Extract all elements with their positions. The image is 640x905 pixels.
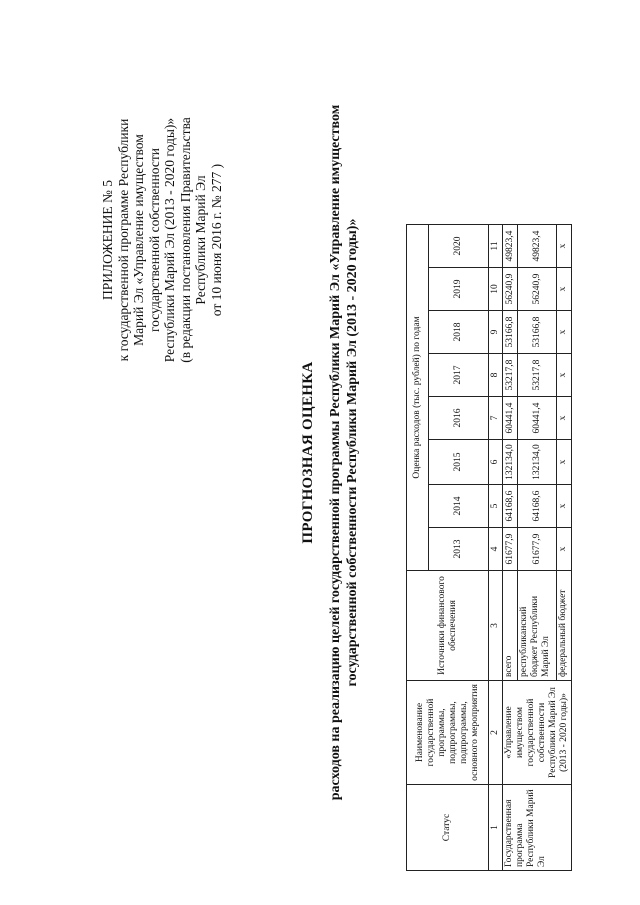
column-number: 11	[489, 225, 503, 268]
column-number: 7	[489, 397, 503, 440]
value-cell: х	[556, 485, 571, 528]
value-cell: 132134,0	[503, 440, 518, 485]
header-status: Статус	[407, 785, 489, 871]
estimate-table	[406, 224, 572, 871]
source-cell: всего	[503, 571, 518, 681]
value-cell: 53217,8	[503, 354, 518, 397]
value-cell: 61677,9	[503, 528, 518, 571]
header-year: 2020	[429, 225, 489, 268]
column-number: 5	[489, 485, 503, 528]
value-cell: х	[556, 311, 571, 354]
value-cell: х	[556, 354, 571, 397]
header-year: 2016	[429, 397, 489, 440]
header-year: 2017	[429, 354, 489, 397]
value-cell: х	[556, 440, 571, 485]
appendix-line: к государственной программе Республики	[115, 118, 131, 362]
value-cell: х	[556, 528, 571, 571]
header-year: 2014	[429, 485, 489, 528]
column-number: 9	[489, 311, 503, 354]
program-name-cell: «Управление имуществом государственной собственности Республики Марий Эл (2013 - 2020 годы)»	[503, 681, 572, 785]
value-cell: 60441,4	[503, 397, 518, 440]
appendix-line: Марий Эл «Управление имуществом	[131, 134, 146, 346]
source-cell: федеральный бюджет	[556, 571, 571, 681]
column-number: 8	[489, 354, 503, 397]
value-cell: 49823,4	[518, 225, 557, 268]
header-year: 2019	[429, 268, 489, 311]
appendix-block	[100, 110, 224, 370]
title-heading: ПРОГНОЗНАЯ ОЦЕНКА	[300, 361, 316, 544]
column-number: 3	[489, 571, 503, 681]
source-cell: республиканский бюджет Республики Марий Эл	[518, 571, 557, 681]
appendix-line: от 10 июня 2016 г. № 277 )	[208, 163, 224, 317]
status-cell: Государственная программа Республики Марий Эл	[503, 785, 572, 871]
value-cell: 53217,8	[518, 354, 557, 397]
table-row	[503, 225, 518, 871]
document-title	[300, 40, 361, 865]
title-line: государственной собственности Республики Марий Эл (2013 - 2020 годы)»	[345, 218, 360, 687]
value-cell: 61677,9	[518, 528, 557, 571]
appendix-line: Республики Марий Эл (2013 - 2020 годы)»	[162, 117, 177, 363]
value-cell: 64168,6	[518, 485, 557, 528]
column-number: 4	[489, 528, 503, 571]
value-cell: 56240,9	[503, 268, 518, 311]
value-cell: 60441,4	[518, 397, 557, 440]
value-cell: х	[556, 268, 571, 311]
header-source: Источники финансового обеспечения	[407, 571, 489, 681]
appendix-line: ПРИЛОЖЕНИЕ № 5	[100, 179, 115, 301]
header-year: 2013	[429, 528, 489, 571]
value-cell: 132134,0	[518, 440, 557, 485]
appendix-line: Республики Марий Эл	[193, 175, 208, 305]
value-cell: 56240,9	[518, 268, 557, 311]
header-year: 2015	[429, 440, 489, 485]
column-number: 1	[489, 785, 503, 871]
header-name: Наименование государственной программы, подпрограммы, подпрограммы, основного мероприятия	[407, 681, 489, 785]
column-number-row	[489, 225, 503, 871]
value-cell: х	[556, 397, 571, 440]
appendix-line: (в редакции постановления Правительства	[177, 117, 193, 363]
header-estimate: Оценка расходов (тыс. рублей) по годам	[407, 225, 429, 571]
title-line: расходов на реализацию целей государственной программы Республики Марий Эл «Управление имуществом	[328, 104, 343, 801]
column-number: 6	[489, 440, 503, 485]
value-cell: 64168,6	[503, 485, 518, 528]
value-cell: 53166,8	[503, 311, 518, 354]
value-cell: х	[556, 225, 571, 268]
column-number: 10	[489, 268, 503, 311]
value-cell: 53166,8	[518, 311, 557, 354]
appendix-line: государственной собственности	[146, 147, 162, 333]
value-cell: 49823,4	[503, 225, 518, 268]
column-number: 2	[489, 681, 503, 785]
header-year: 2018	[429, 311, 489, 354]
